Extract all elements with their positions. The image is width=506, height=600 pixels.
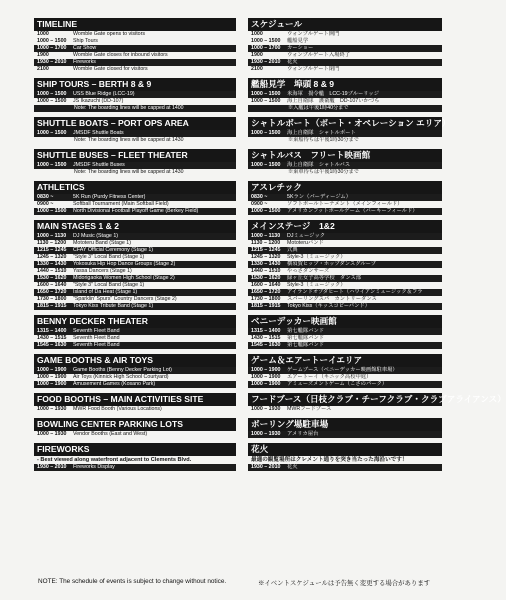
section-header: シャトルボート（ポート・オペレーション エリア）: [248, 117, 442, 130]
section-header: ベニーデッカー映画館: [248, 315, 442, 328]
event-time: 1130 – 1200: [251, 240, 281, 246]
event-time: 0830 ~: [251, 194, 268, 200]
event-name: カーショー: [287, 45, 314, 51]
schedule-row: [34, 59, 236, 66]
schedule-row: [34, 201, 236, 208]
event-time: 1000 – 1900: [251, 367, 281, 373]
schedule-section: [248, 18, 442, 73]
event-time: 0900 ~: [37, 201, 54, 207]
event-time: 1930 – 2010: [251, 59, 281, 65]
schedule-row: [248, 254, 442, 261]
schedule-row: [34, 38, 236, 45]
schedule-section: [34, 393, 236, 413]
schedule-row: [34, 162, 236, 169]
event-name: 艦船見学: [287, 38, 309, 44]
event-time: 1000 – 1500: [251, 208, 281, 214]
schedule-row: [34, 240, 236, 247]
schedule-row: [248, 289, 442, 296]
schedule-row: [34, 247, 236, 254]
schedule-row: [248, 275, 442, 282]
event-name: 第七艦隊バンド: [287, 335, 325, 341]
japanese-schedule-column: [248, 18, 506, 476]
schedule-row: [34, 261, 236, 268]
event-name: 海上自衛隊 シャトルバス: [287, 162, 351, 168]
event-name: ウォンブルゲート閉門: [287, 66, 340, 72]
schedule-row: [248, 431, 442, 438]
schedule-row: [248, 335, 442, 342]
event-time: 1545 – 1630: [37, 342, 67, 348]
event-name: 5Kラン（パーディージム）: [287, 194, 352, 200]
section-header: ATHLETICS: [34, 181, 236, 194]
event-name: 緑ヶ丘女子高等学校 ダンス部: [287, 275, 362, 281]
event-time: 1000 – 1500: [37, 98, 67, 104]
event-name: スパーリングスパ カントリーダンス: [287, 296, 377, 302]
event-time: 2100: [37, 66, 49, 72]
schedule-row: [248, 261, 442, 268]
schedule-row: [248, 66, 442, 73]
event-time: 1000 – 1500: [37, 130, 67, 136]
schedule-section: [34, 418, 236, 438]
section-header: BOWLING CENTER PARKING LOTS: [34, 418, 236, 431]
schedule-row: [34, 328, 236, 335]
event-name: Yassa Dancers (Stage 1): [73, 268, 132, 274]
event-name: アミューズメントゲーム（こさのパーク）: [287, 381, 388, 387]
event-time: 1000 – 1500: [251, 162, 281, 168]
schedule-section: [248, 354, 442, 388]
event-name: Ship Tours: [73, 38, 98, 44]
footer-note-japanese: ※イベントスケジュールは予告無く変更する場合があります: [258, 580, 431, 587]
event-name: Vendor Booths (East and West): [73, 431, 148, 437]
event-name: Style-3（ミュージック）: [287, 282, 346, 288]
schedule-row: [34, 45, 236, 52]
event-time: 1000 – 1500: [251, 130, 281, 136]
event-time: 1000 – 1500: [251, 98, 281, 104]
event-time: 1000 – 1900: [37, 367, 67, 373]
event-name: Seventh Fleet Band: [73, 342, 120, 348]
schedule-row: [34, 66, 236, 73]
event-name: USS Blue Ridge (LCC-19): [73, 91, 135, 97]
schedule-section: [34, 149, 236, 176]
schedule-row: [248, 342, 442, 349]
event-time: 1530 – 1620: [251, 275, 281, 281]
section-header: フードブース（日枝クラブ・チーフクラブ・クラブアライアンス）: [248, 393, 442, 406]
schedule-section: [34, 220, 236, 310]
event-name: Game Booths (Benny Decker Parking Lot): [73, 367, 172, 373]
schedule-section: [34, 443, 236, 471]
schedule-row: [248, 328, 442, 335]
event-time: 1530 – 1620: [37, 275, 67, 281]
event-name: Womble Gate opens to visitors: [73, 31, 146, 37]
schedule-row: [248, 52, 442, 59]
event-time: 1245 – 1320: [37, 254, 67, 260]
event-time: 1900: [251, 52, 263, 58]
event-name: MWRフードブース: [287, 406, 332, 412]
schedule-row: [34, 130, 236, 137]
event-time: 1815 – 1915: [37, 303, 67, 309]
schedule-row: [248, 45, 442, 52]
event-name: 花火: [287, 464, 298, 470]
schedule-row: [34, 431, 236, 438]
schedule-row: [34, 282, 236, 289]
event-time: 1930 – 2010: [251, 464, 281, 470]
event-name: JMSDF Shuttle Buses: [73, 162, 125, 168]
section-header: SHUTTLE BOATS – PORT OPS AREA: [34, 117, 236, 130]
schedule-row: [34, 374, 236, 381]
section-note: Note: The boarding lines will be capped at 1400: [34, 105, 236, 112]
section-header: 艦船見学 埠頭 8 & 9: [248, 78, 442, 91]
event-name: 横須賀ヒップ・ホップダンスグループ: [287, 261, 376, 267]
schedule-section: [248, 220, 442, 310]
section-header: スケジュール: [248, 18, 442, 31]
event-name: 第七艦隊バンド: [287, 328, 325, 334]
schedule-row: [248, 367, 442, 374]
schedule-row: [248, 98, 442, 105]
event-name: 花火: [287, 59, 298, 65]
schedule-row: [34, 335, 236, 342]
schedule-section: [248, 181, 442, 215]
event-name: 海上自衛隊 シャトルボート: [287, 130, 356, 136]
event-time: 1440 – 1510: [251, 268, 281, 274]
schedule-row: [248, 296, 442, 303]
event-name: Mototeruバンド: [287, 240, 324, 246]
schedule-row: [248, 374, 442, 381]
schedule-row: [34, 98, 236, 105]
event-name: ウォンブルゲート開門: [287, 31, 340, 37]
section-note: ※入艦は午後1時40分まで: [248, 105, 442, 112]
event-time: 2100: [251, 66, 263, 72]
schedule-row: [248, 162, 442, 169]
event-name: Tokyo Kiss Tribute Band (Stage 1): [73, 303, 154, 309]
event-time: 1315 – 1400: [251, 328, 281, 334]
section-header: メインステージ 1&2: [248, 220, 442, 233]
section-note: ※乗船待ちは午後1時30分まで: [288, 137, 359, 143]
section-header: TIMELINE: [34, 18, 236, 31]
event-time: 1000 – 1700: [37, 45, 67, 51]
event-name: Amusement Games (Kosano Park): [73, 381, 156, 387]
section-note: Note: The boarding lines will be capped at 1430: [74, 169, 184, 175]
schedule-row: [34, 342, 236, 349]
event-name: Island of Da Heat (Stage 1): [73, 289, 138, 295]
event-time: 1000 – 1930: [251, 406, 281, 412]
schedule-section: [248, 443, 442, 471]
event-name: ウォンブルゲート入場終了: [287, 52, 351, 58]
event-time: 0830 ~: [37, 194, 54, 200]
schedule-row: [248, 464, 442, 471]
event-time: 1900: [37, 52, 49, 58]
event-name: 式典: [287, 247, 298, 253]
event-time: 1000 – 1500: [251, 91, 281, 97]
schedule-row: [248, 38, 442, 45]
event-time: 1000 – 1500: [251, 38, 281, 44]
event-time: 1930 – 2010: [37, 464, 67, 470]
section-header: SHUTTLE BUSES – FLEET THEATER: [34, 149, 236, 162]
schedule-section: [248, 78, 442, 112]
event-time: 1330 – 1430: [37, 261, 67, 267]
schedule-row: [248, 240, 442, 247]
event-name: "Style 3" Local Band (Stage 1): [73, 282, 145, 288]
schedule-section: [34, 315, 236, 349]
event-time: 1000 – 1900: [251, 374, 281, 380]
event-name: エアートーイ（キニック高校中庭）: [287, 374, 372, 380]
section-note: ※乗車待ちは午後1時30分まで: [288, 169, 359, 175]
event-name: "Style 3" Local Band (Stage 1): [73, 254, 145, 260]
section-subtitle: - Best viewed along waterfront adjacent to Clements Blvd.: [37, 457, 192, 463]
event-time: 1000 – 1500: [37, 162, 67, 168]
schedule-row: [248, 130, 442, 137]
schedule-row: [248, 406, 442, 413]
event-time: 1000 – 1900: [37, 374, 67, 380]
schedule-row: [34, 91, 236, 98]
event-time: 1000 – 1930: [251, 431, 281, 437]
event-name: DJミュージック: [287, 233, 326, 239]
schedule-row: [34, 406, 236, 413]
schedule-row: [34, 233, 236, 240]
event-name: Style-3（ミュージック）: [287, 254, 346, 260]
event-time: 1730 – 1800: [251, 296, 281, 302]
event-time: 1000: [251, 31, 263, 37]
schedule-section: [34, 78, 236, 112]
event-name: Seventh Fleet Band: [73, 328, 120, 334]
event-time: 1430 – 1515: [37, 335, 67, 341]
section-header: シャトルバス フリート映画館: [248, 149, 442, 162]
schedule-section: [248, 117, 451, 144]
schedule-row: [34, 194, 236, 201]
event-time: 1330 – 1430: [251, 261, 281, 267]
event-time: 1650 – 1720: [251, 289, 281, 295]
section-header: FOOD BOOTHS – MAIN ACTIVITIES SITE: [34, 393, 236, 406]
event-name: アメリカ屋台: [287, 431, 319, 437]
schedule-section: [248, 315, 442, 349]
event-time: 1000 – 1900: [251, 381, 281, 387]
event-name: アイランドオブダヒート（ハワイアンミュージック＆フラ: [287, 289, 423, 295]
schedule-row: [248, 31, 442, 38]
schedule-row: [248, 194, 442, 201]
event-name: Softball Tournament (Main Softball Field): [73, 201, 169, 207]
event-time: 1130 – 1200: [37, 240, 67, 246]
event-name: 5K Run (Purdy Fitness Center): [73, 194, 146, 200]
schedule-row: [248, 268, 442, 275]
event-name: Air Toys (Kinnick High School Courtyard): [73, 374, 169, 380]
event-name: DJ Music (Stage 1): [73, 233, 119, 239]
event-name: JMSDF Shuttle Boats: [73, 130, 124, 136]
event-time: 1315 – 1400: [37, 328, 67, 334]
event-name: Fireworks Display: [73, 464, 115, 470]
event-name: Seventh Fleet Band: [73, 335, 120, 341]
event-name: CFAY Official Ceremony (Stage 1): [73, 247, 154, 253]
event-name: "Sparklin' Spurs" Country Dancers (Stage 2): [73, 296, 177, 302]
section-header: 花火: [248, 443, 442, 456]
event-name: ゲームブース（ベニーデッカー映画館駐車場）: [287, 367, 398, 373]
schedule-row: [248, 201, 442, 208]
section-header: FIREWORKS: [34, 443, 236, 456]
schedule-row: [34, 52, 236, 59]
event-time: 1000 – 1500: [37, 91, 67, 97]
section-header: BENNY DECKER THEATER: [34, 315, 236, 328]
schedule-section: [248, 393, 506, 413]
event-time: 1930 – 2010: [37, 59, 67, 65]
event-time: 1545 – 1630: [251, 342, 281, 348]
event-time: 1000 – 1130: [37, 233, 67, 239]
schedule-row: [34, 254, 236, 261]
event-time: 1440 – 1510: [37, 268, 67, 274]
schedule-row: [248, 233, 442, 240]
event-time: 1600 – 1640: [37, 282, 67, 288]
schedule-row: [34, 31, 236, 38]
event-time: 1000 – 1930: [37, 431, 67, 437]
schedule-section: [34, 18, 236, 73]
event-name: MWR Food Booth (Various Locations): [73, 406, 162, 412]
schedule-section: [34, 117, 236, 144]
section-header: アスレチック: [248, 181, 442, 194]
event-time: 1000 – 1930: [37, 406, 67, 412]
event-time: 1215 – 1245: [251, 247, 281, 253]
english-schedule-column: [34, 18, 236, 476]
event-name: Yokosuka Hip Hop Dance Groups (Stage 2): [73, 261, 176, 267]
section-header: ゲーム＆エアートーイエリア: [248, 354, 442, 367]
schedule-row: [34, 275, 236, 282]
event-name: ソフトボールトーナメント（メインフィールド）: [287, 201, 403, 207]
schedule-row: [248, 247, 442, 254]
event-time: 1215 – 1245: [37, 247, 67, 253]
event-name: Car Show: [73, 45, 97, 51]
event-name: Womble Gate closed for visitors: [73, 66, 148, 72]
event-time: 1600 – 1640: [251, 282, 281, 288]
event-time: 1000: [37, 31, 49, 37]
schedule-row: [34, 464, 236, 471]
event-time: 1000 – 1900: [37, 381, 67, 387]
event-name: 第七艦隊バンド: [287, 342, 325, 348]
event-name: アメリカンフットボールゲーム（バーキーフィールド）: [287, 208, 418, 214]
section-note: Note: The boarding lines will be capped at 1430: [74, 137, 184, 143]
event-name: Midorigaoka Women High School (Stage 2): [73, 275, 175, 281]
event-name: JS Ikazuchi (DD-107): [73, 98, 124, 104]
event-time: 1245 – 1320: [251, 254, 281, 260]
event-time: 1000 – 1130: [251, 233, 281, 239]
schedule-row: [34, 303, 236, 310]
schedule-row: [34, 268, 236, 275]
schedule-row: [248, 381, 442, 388]
schedule-section: [34, 181, 236, 215]
schedule-row: [34, 367, 236, 374]
event-name: Fireworks: [73, 59, 96, 65]
footer-note-english: NOTE: The schedule of events is subject to change without notice.: [38, 578, 227, 585]
event-time: 1000 – 1500: [37, 38, 67, 44]
section-header: GAME BOOTHS & AIR TOYS: [34, 354, 236, 367]
event-name: Tokyo Kiss（キッスコピーバンド）: [287, 303, 370, 309]
event-name: North Divisional Football Playoff Game (Berkey Field): [73, 208, 199, 214]
schedule-row: [248, 303, 442, 310]
event-name: やっさダンサーズ: [287, 268, 330, 274]
schedule-row: [248, 59, 442, 66]
schedule-section: [248, 418, 442, 438]
event-name: Womble Gate closes for inbound visitors: [73, 52, 168, 58]
event-time: 1815 – 1915: [251, 303, 281, 309]
section-header: MAIN STAGES 1 & 2: [34, 220, 236, 233]
event-name: Mototeru Band (Stage 1): [73, 240, 132, 246]
event-time: 1000 – 1500: [37, 208, 67, 214]
event-name: 米海軍 揚令艦 LCC-19ブルーリッジ: [287, 91, 379, 97]
section-header: ボーリング場駐車場: [248, 418, 442, 431]
event-time: 1650 – 1720: [37, 289, 67, 295]
schedule-row: [248, 208, 442, 215]
schedule-row: [34, 289, 236, 296]
schedule-row: [34, 208, 236, 215]
section-subtitle: 最適の観覧場所はクレメント通りを突き当たった海沿いです！: [251, 457, 408, 463]
event-name: 海上自衛隊 護衛艦 DD-107いかづち: [287, 98, 380, 104]
section-header: SHIP TOURS – BERTH 8 & 9: [34, 78, 236, 91]
schedule-section: [34, 354, 236, 388]
schedule-section: [248, 149, 442, 176]
event-time: 1430 – 1515: [251, 335, 281, 341]
schedule-row: [34, 296, 236, 303]
event-time: 0900 ~: [251, 201, 268, 207]
schedule-row: [34, 381, 236, 388]
event-time: 1730 – 1800: [37, 296, 67, 302]
schedule-row: [248, 91, 442, 98]
event-time: 1000 – 1700: [251, 45, 281, 51]
schedule-row: [248, 282, 442, 289]
